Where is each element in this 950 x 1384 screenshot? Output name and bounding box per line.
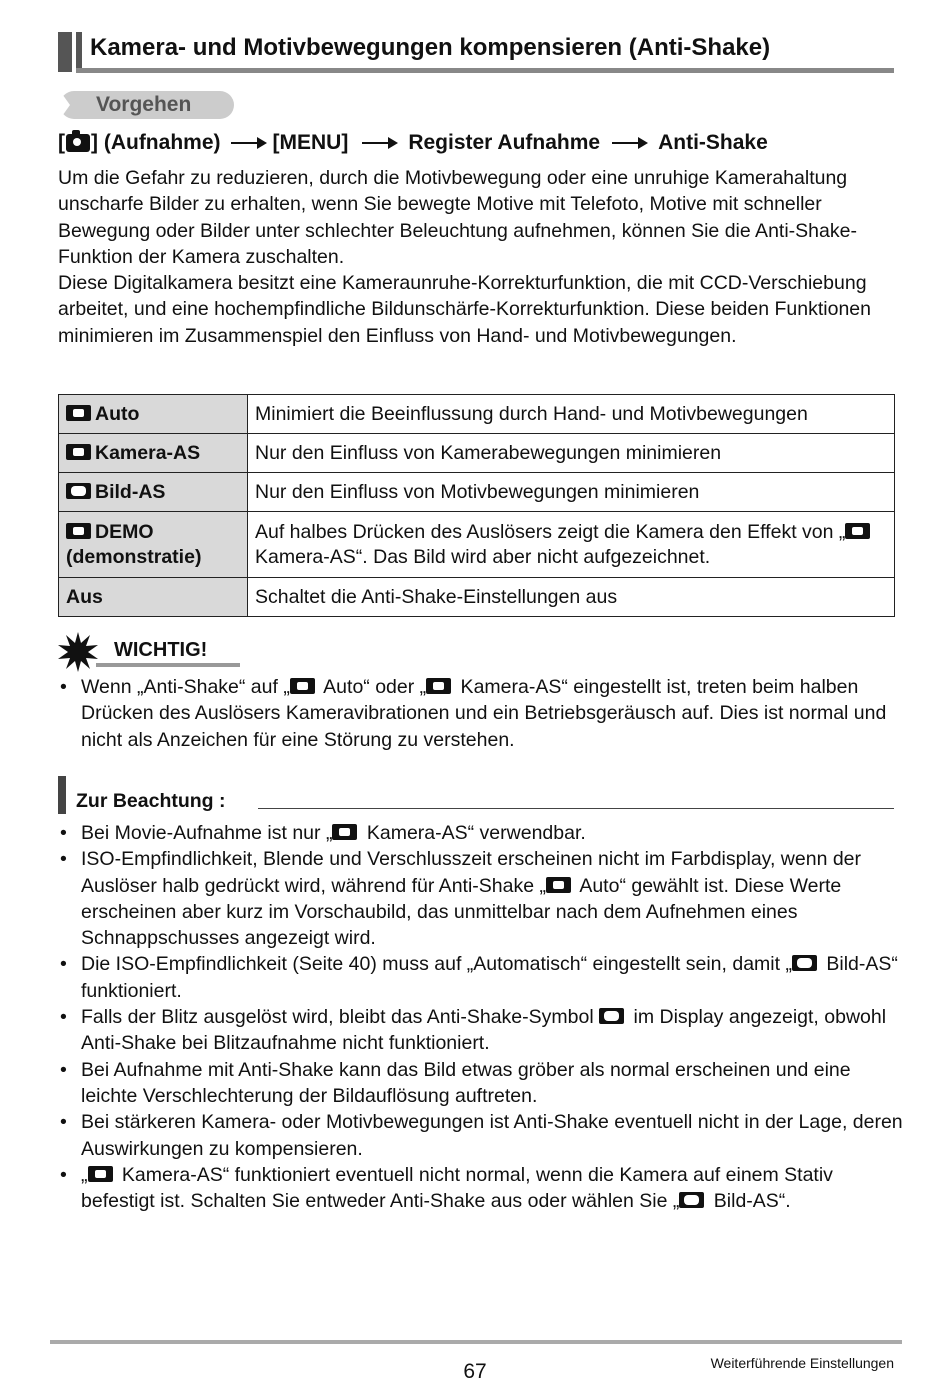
arrow-right-icon bbox=[362, 142, 396, 144]
note-marker bbox=[58, 776, 66, 814]
mode-label-cell bbox=[59, 512, 248, 578]
arrow-right-icon bbox=[612, 142, 646, 144]
procedure-label-text: Vorgehen bbox=[96, 93, 192, 116]
note-rule bbox=[258, 808, 894, 809]
anti-shake-hand-icon bbox=[845, 523, 870, 539]
intro-paragraph: Um die Gefahr zu reduzieren, durch die Motivbewegung oder eine unruhige Kamerahaltung unscharfe Bilder zu erhalten, wenn Sie bewegte Motive mit Telefoto, Motive mit schneller Bewegung oder Bilder unter schlechter Beleuchtung aufnehmen, können Sie die Anti-Shake-Funktion der Kamera zuschalten. bbox=[58, 167, 857, 268]
note-heading bbox=[58, 776, 894, 816]
starburst-icon bbox=[58, 632, 98, 672]
important-heading bbox=[58, 632, 240, 672]
important-underline bbox=[96, 663, 240, 667]
mode-description: Minimiert die Beeinflussung durch Hand- und Motivbewegungen bbox=[248, 395, 895, 434]
anti-shake-hand-icon bbox=[66, 405, 91, 421]
table-row bbox=[59, 512, 895, 578]
mode-label-cell bbox=[59, 473, 248, 512]
important-title: WICHTIG! bbox=[114, 639, 208, 661]
list-item-text: im Display angezeigt, obwohl Anti-Shake bei Blitzaufnahme nicht funktioniert. bbox=[81, 1006, 887, 1055]
anti-shake-hand-icon bbox=[546, 877, 571, 893]
anti-shake-hand-icon bbox=[88, 1166, 113, 1182]
table-row bbox=[59, 434, 895, 473]
list-item bbox=[58, 674, 903, 753]
anti-shake-hand-icon bbox=[290, 678, 315, 694]
list-item-text: Bild-AS“ funktioniert. bbox=[81, 953, 898, 1002]
list-item: • Bei stärkeren Kamera- oder Motivbewegungen ist Anti-Shake eventuell nicht in der Lage, deren Auswirkungen zu kompensieren. bbox=[58, 1109, 903, 1162]
path-tab: Register Aufnahme bbox=[408, 131, 601, 154]
mode-description: Nur den Einfluss von Kamerabewegungen minimieren bbox=[248, 434, 895, 473]
mode-description bbox=[248, 512, 895, 578]
page-number: 67 bbox=[463, 1360, 487, 1383]
list-item bbox=[58, 951, 903, 1004]
mode-description: Nur den Einfluss von Motivbewegungen minimieren bbox=[248, 473, 895, 512]
list-item-text: „ bbox=[81, 1163, 88, 1186]
anti-shake-image-icon bbox=[679, 1192, 704, 1208]
important-list bbox=[58, 674, 903, 753]
title-underline bbox=[76, 68, 894, 73]
page-title: Kamera- und Motivbewegungen kompensieren (Anti-Shake) bbox=[90, 34, 771, 61]
list-item bbox=[58, 1162, 903, 1215]
list-item-text: Auto“ gewählt ist. Diese Werte erscheinen aber kurz im Vorschaubild, das unmittelbar nach dem Aufnehmen eines Schnappschusses angezeigt wird. bbox=[81, 874, 842, 950]
list-item-text: ISO-Empfindlichkeit, Blende und Verschlusszeit erscheinen nicht im Farbdisplay, wenn der Auslöser halb gedrückt wird, während für Anti-Shake „ bbox=[81, 848, 862, 897]
list-item-text: Kamera-AS“ eingestellt ist, treten beim halben Drücken des Auslösers Kameravibrationen und ein Betriebsgeräusch auf. Dies ist normal und nicht als Anzeichen für eine Störung zu verstehen. bbox=[81, 676, 887, 751]
list-item-text: Bild-AS“. bbox=[708, 1190, 791, 1213]
table-row bbox=[59, 578, 895, 617]
arrow-right-icon bbox=[231, 142, 265, 144]
list-item bbox=[58, 846, 903, 951]
list-item-text: Die ISO-Empfindlichkeit (Seite 40) muss auf „Automatisch“ eingestellt sein, damit „ bbox=[81, 953, 792, 976]
anti-shake-image-icon bbox=[599, 1008, 624, 1024]
table-row bbox=[59, 473, 895, 512]
mode-label-cell bbox=[59, 578, 248, 617]
table-row bbox=[59, 395, 895, 434]
note-title: Zur Beachtung : bbox=[76, 790, 226, 812]
mode-label: Kamera-AS bbox=[95, 441, 201, 464]
note-list bbox=[58, 820, 903, 1214]
anti-shake-hand-icon bbox=[332, 824, 357, 840]
list-item-text: Falls der Blitz ausgelöst wird, bleibt das Anti-Shake-Symbol bbox=[81, 1006, 600, 1029]
title-marker bbox=[58, 32, 72, 72]
anti-shake-hand-icon bbox=[66, 523, 91, 539]
anti-shake-hand-icon bbox=[66, 444, 91, 460]
mode-label-cell bbox=[59, 434, 248, 473]
camera-icon bbox=[66, 134, 90, 152]
mode-description: Schaltet die Anti-Shake-Einstellungen aus bbox=[248, 578, 895, 617]
intro-paragraph: Diese Digitalkamera besitzt eine Kameraunruhe-Korrekturfunktion, die mit CCD-Verschiebung arbeitet, und eine hochempfindliche Bildunschärfe-Korrekturfunktion. Diese beiden Funktionen minimieren im Zusammenspiel den Einfluss von Hand- und Motivbewegungen. bbox=[58, 272, 871, 347]
list-item bbox=[58, 820, 903, 846]
anti-shake-hand-icon bbox=[426, 678, 451, 694]
mode-label: DEMO (demonstratie) bbox=[66, 520, 202, 568]
anti-shake-image-icon bbox=[792, 955, 817, 971]
mode-label: Bild-AS bbox=[95, 480, 166, 503]
list-item: • Bei Aufnahme mit Anti-Shake kann das Bild etwas gröber als normal erscheinen und eine leichte Verschlechterung der Bildauflösung auftreten. bbox=[58, 1057, 903, 1110]
path-record-mode: ] (Aufnahme) bbox=[91, 131, 221, 154]
title-marker-thin bbox=[76, 32, 82, 72]
path-item: Anti-Shake bbox=[658, 131, 768, 154]
mode-description-text: Kamera-AS“. Das Bild wird aber nicht aufgezeichnet. bbox=[255, 545, 711, 568]
list-item-text: Kamera-AS“ funktioniert eventuell nicht normal, wenn die Kamera auf einem Stativ befestigt ist. Schalten Sie entweder Anti-Shake aus oder wählen Sie „ bbox=[81, 1163, 833, 1213]
list-item bbox=[58, 1004, 903, 1057]
mode-description-text: Auf halbes Drücken des Auslösers zeigt die Kamera den Effekt von „ bbox=[255, 520, 846, 543]
list-item-text: Auto“ oder „ bbox=[318, 676, 427, 698]
anti-shake-image-icon bbox=[66, 483, 91, 499]
procedure-notch bbox=[60, 91, 70, 119]
list-item-text: Bei Movie-Aufnahme ist nur „ bbox=[81, 822, 333, 844]
mode-label-cell bbox=[59, 395, 248, 434]
anti-shake-modes-table bbox=[58, 394, 895, 617]
mode-label: Auto bbox=[95, 402, 140, 425]
list-item-text: Kamera-AS“ verwendbar. bbox=[361, 822, 586, 844]
path-open-bracket: [ bbox=[58, 131, 65, 154]
mode-label: Aus bbox=[66, 585, 103, 608]
footer-rule bbox=[50, 1340, 902, 1344]
procedure-label bbox=[60, 91, 234, 119]
footer-section-title: Weiterführende Einstellungen bbox=[710, 1355, 894, 1371]
page-title-bar bbox=[58, 32, 894, 74]
path-menu: [MENU] bbox=[272, 131, 349, 154]
list-item-text: Wenn „Anti-Shake“ auf „ bbox=[81, 676, 290, 698]
menu-path bbox=[58, 128, 768, 158]
